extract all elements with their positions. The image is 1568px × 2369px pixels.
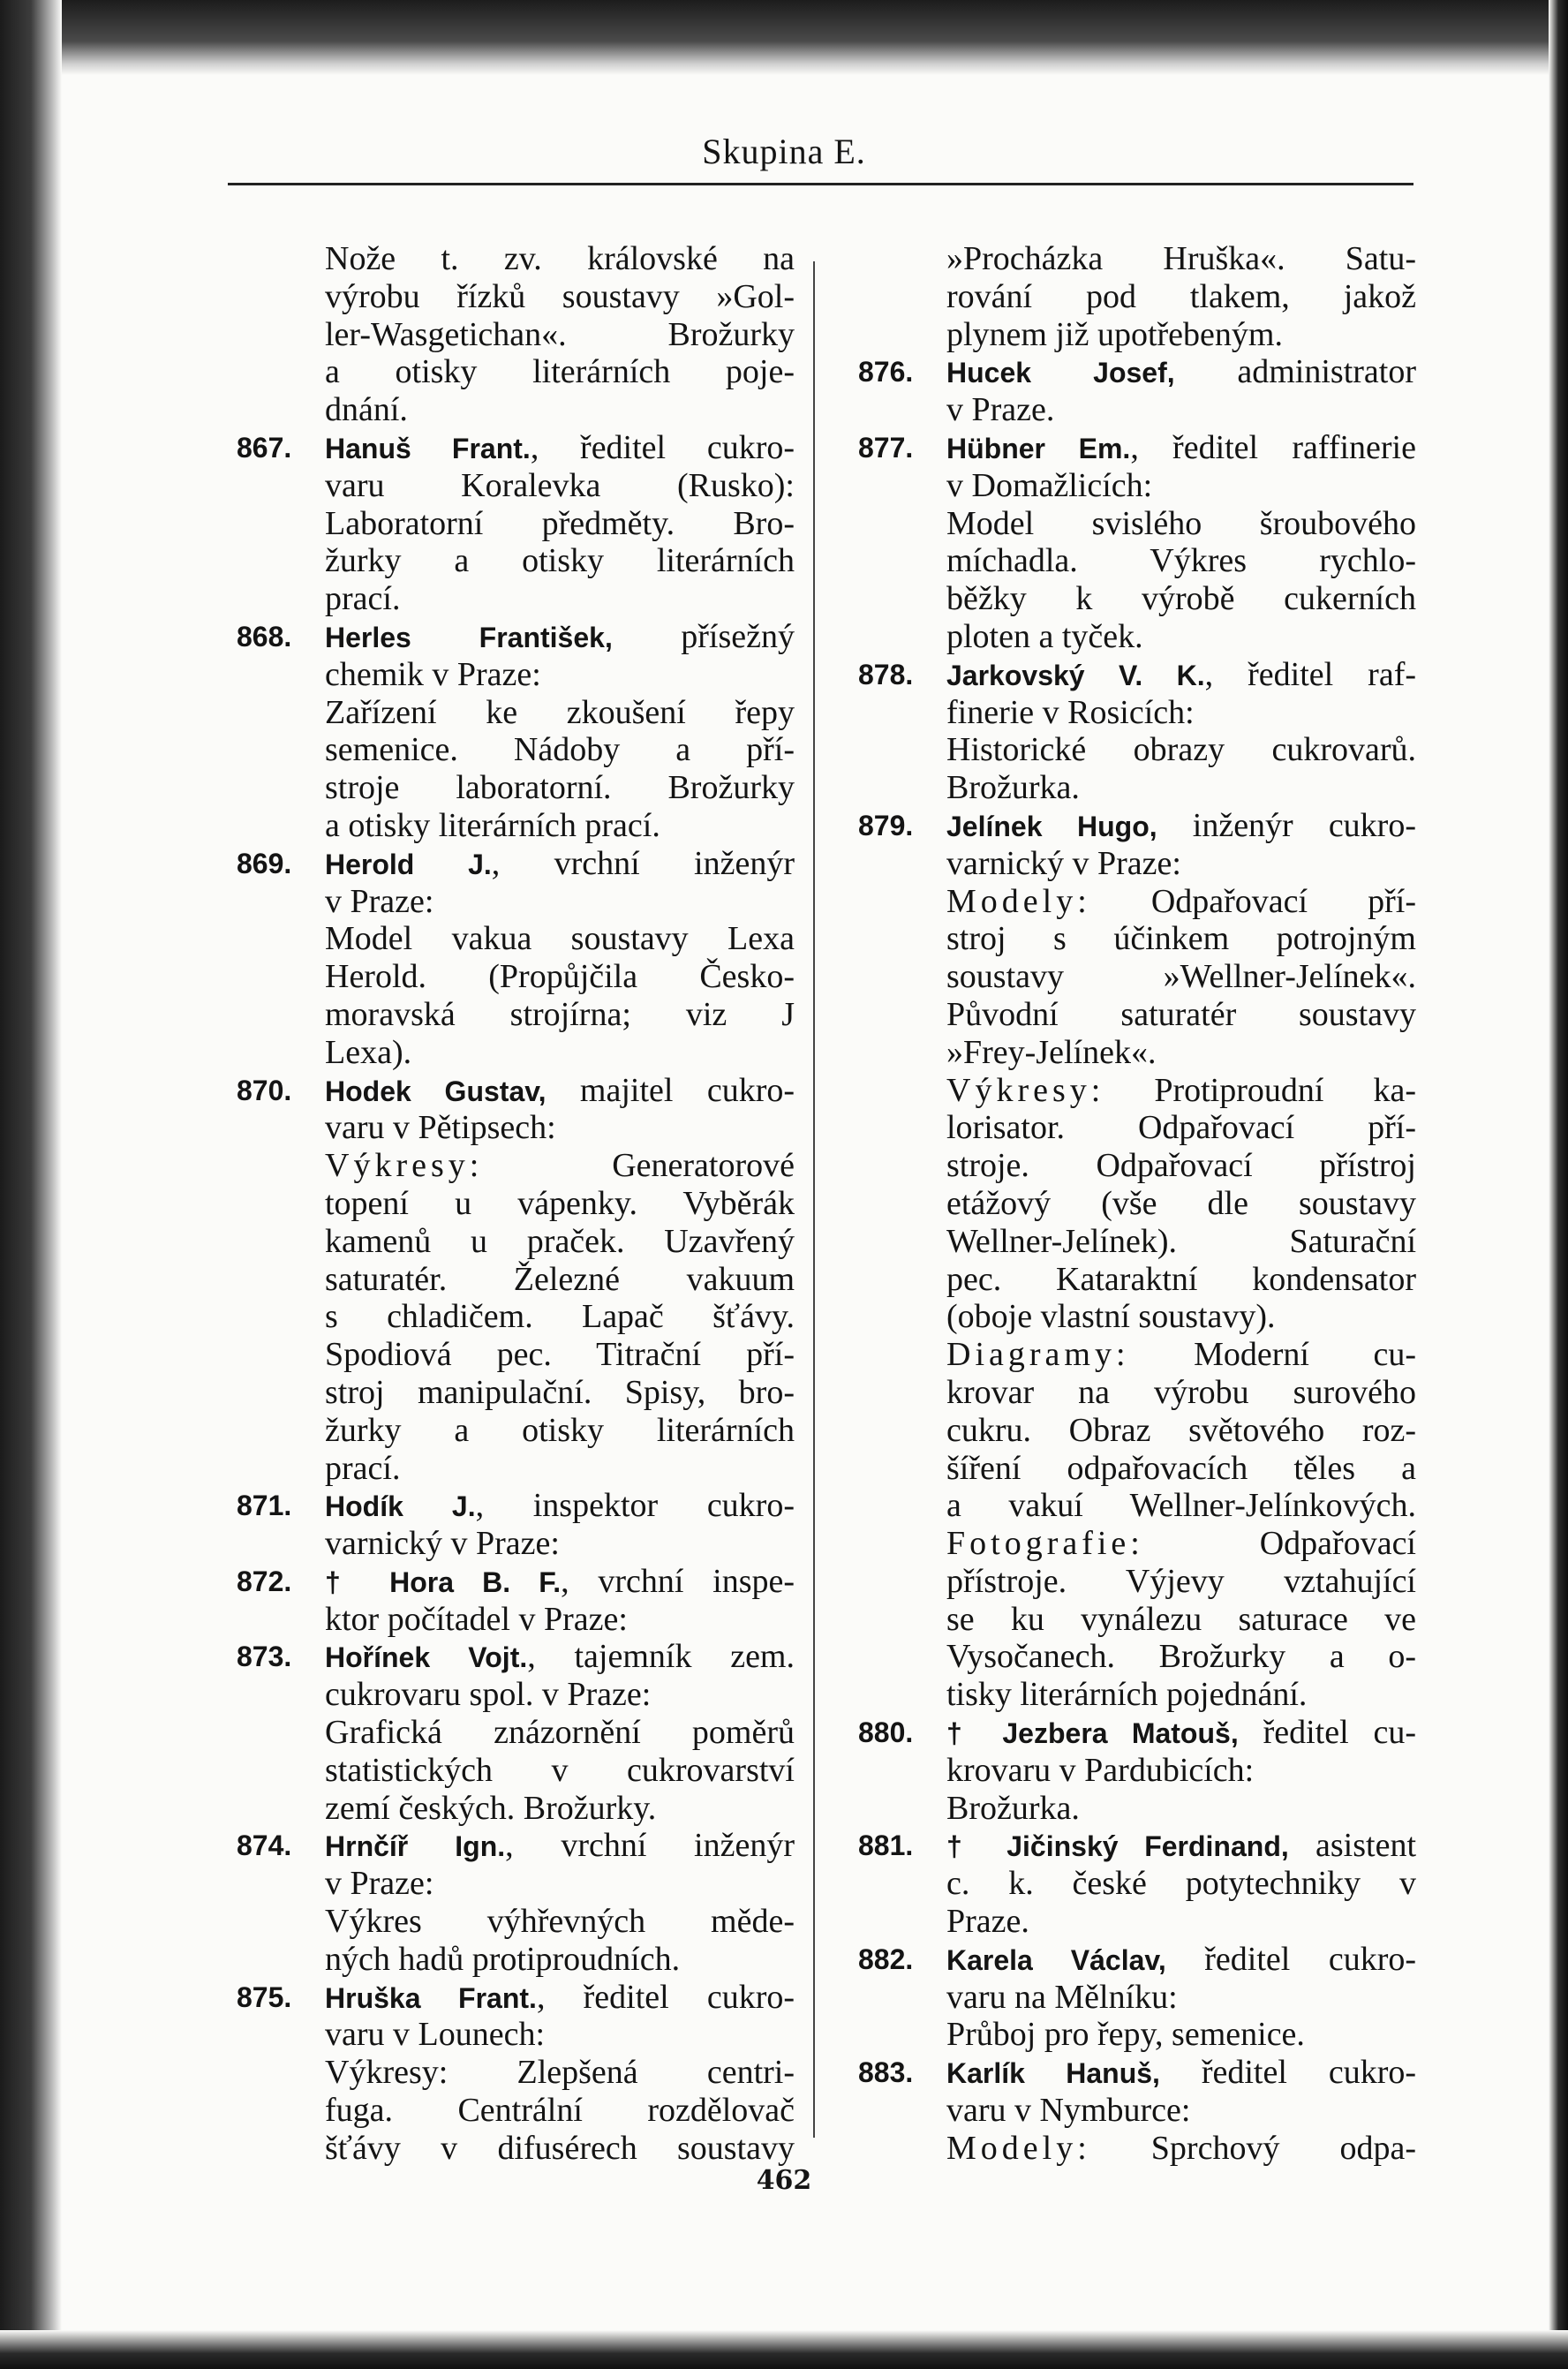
scan-border-right	[1549, 0, 1568, 2369]
line-text: varu v Pětipsech:	[325, 1109, 556, 1147]
text-line	[858, 467, 1416, 505]
line-text: ktor počítadel v Praze:	[325, 1600, 628, 1638]
page-header: Skupina E.	[702, 132, 866, 171]
entry-heading-line	[237, 1563, 795, 1601]
line-text: pec. Kataraktní kondensator	[946, 1260, 1416, 1298]
entry-name: Herles František,	[325, 621, 613, 653]
entry-name: † Jezbera Matouš,	[946, 1717, 1239, 1750]
text-line	[237, 1601, 795, 1639]
line-text: Historické obrazy cukrovarů.	[946, 731, 1416, 769]
line-text: v Praze:	[325, 1865, 434, 1903]
text-line	[237, 1525, 795, 1563]
line-text: Herold. (Propůjčila Česko-	[325, 958, 795, 996]
text-line	[237, 1298, 795, 1336]
text-line	[858, 618, 1416, 656]
text-line	[237, 1941, 795, 1979]
line-text: prací.	[325, 580, 401, 618]
line-text: Wellner-Jelínek). Saturační	[946, 1222, 1416, 1260]
text-line	[858, 316, 1416, 354]
text-line	[237, 467, 795, 505]
section-label: Výkresy:	[946, 1071, 1105, 1109]
line-text: ných hadů protiproudních.	[325, 1940, 681, 1978]
text-line	[237, 505, 795, 543]
line-text: Lexa).	[325, 1033, 412, 1071]
text-line	[858, 1638, 1416, 1676]
entry-number: 873.	[237, 1641, 292, 1673]
line-text: Brožurka.	[946, 1789, 1080, 1827]
entry-name: Hořínek Vojt.	[325, 1641, 528, 1674]
line-text: v Domažlicích:	[946, 466, 1153, 504]
line-text: šíření odpařovacích těles a	[946, 1449, 1416, 1487]
text-line	[237, 694, 795, 732]
text-line	[858, 1109, 1416, 1147]
entry-description: inženýr cukro-	[1157, 806, 1416, 844]
line-text: varu Koralevka (Rusko):	[325, 466, 795, 504]
entry-heading-line	[858, 656, 1416, 694]
text-line	[858, 1450, 1416, 1488]
text-line	[237, 1450, 795, 1488]
line-text: šťávy v difusérech soustavy	[325, 2129, 795, 2167]
line-text: zemí českých. Brožurky.	[325, 1789, 657, 1827]
line-text: moravská strojírna; viz J	[325, 995, 795, 1033]
entry-name: Karela Václav,	[946, 1943, 1166, 1976]
header-rule	[228, 183, 1413, 185]
text-line	[858, 542, 1416, 580]
text-line	[237, 580, 795, 618]
text-line	[237, 2016, 795, 2054]
text-line	[237, 2054, 795, 2092]
entry-name: † Jičinský Ferdinand,	[946, 1830, 1289, 1863]
scan-border-left	[0, 0, 62, 2369]
text-line	[237, 1790, 795, 1828]
line-text: ler-Wasgetichan«. Brožurky	[325, 315, 795, 353]
entry-description: , ředitel raf-	[1204, 655, 1417, 693]
line-text: plynem již upotřebeným.	[946, 315, 1283, 353]
entry-name: Hodík J.	[325, 1490, 476, 1523]
text-line	[858, 958, 1416, 996]
entry-number: 875.	[237, 1980, 292, 2013]
text-line	[858, 1752, 1416, 1790]
text-line	[858, 2130, 1416, 2168]
text-line	[858, 1487, 1416, 1525]
text-line	[858, 1147, 1416, 1185]
line-text: Odpařovací pří-	[1090, 882, 1416, 920]
text-line	[237, 1336, 795, 1374]
line-text: a otisky literárních poje-	[325, 353, 795, 391]
text-line	[237, 391, 795, 429]
line-text: v Praze.	[946, 391, 1055, 429]
column-divider	[813, 261, 815, 2138]
entry-heading-line	[237, 1072, 795, 1110]
line-text: žurky a otisky literárních	[325, 1411, 795, 1449]
text-line	[237, 316, 795, 354]
text-line	[237, 240, 795, 278]
entry-heading-line	[858, 1941, 1416, 1979]
entry-heading-line	[858, 353, 1416, 391]
line-text: Protiproudní ka-	[1104, 1071, 1416, 1109]
entry-number: 869.	[237, 847, 292, 879]
left-column	[237, 240, 795, 2168]
entry-description: ředitel cukro-	[1165, 1940, 1416, 1978]
entry-heading-line	[858, 429, 1416, 467]
line-text: prací.	[325, 1449, 401, 1487]
entry-number: 874.	[237, 1830, 292, 1862]
entry-description: , ředitel raffinerie	[1130, 428, 1416, 466]
entry-description: , vrchní inspe-	[561, 1562, 795, 1600]
entry-number: 878.	[858, 658, 914, 690]
entry-number: 870.	[237, 1074, 292, 1106]
line-text: Vysočanech. Brožurky a o-	[946, 1638, 1416, 1676]
entry-name: Karlík Hanuš,	[946, 2057, 1160, 2090]
line-text: Výkresy: Zlepšená centri-	[325, 2054, 795, 2092]
line-text: ploten a tyček.	[946, 617, 1143, 655]
text-line	[237, 769, 795, 807]
line-text: míchadla. Výkres rychlo-	[946, 542, 1416, 580]
text-line	[858, 1298, 1416, 1336]
text-line	[858, 1676, 1416, 1714]
line-text: varnický v Praze:	[946, 844, 1181, 882]
line-text: výrobu řízků soustavy »Gol-	[325, 277, 795, 315]
entry-name: Herold J.	[325, 848, 492, 880]
entry-number: 877.	[858, 431, 914, 464]
line-text: se ku vynálezu saturace ve	[946, 1600, 1416, 1638]
entry-number: 867.	[237, 431, 292, 464]
page-number: 462	[756, 2165, 812, 2196]
section-label: Modely:	[946, 882, 1091, 920]
line-text: varnický v Praze:	[325, 1525, 560, 1563]
entry-heading-line	[237, 618, 795, 656]
line-text: (oboje vlastní soustavy).	[946, 1298, 1276, 1336]
line-text: Laboratorní předměty. Bro-	[325, 504, 795, 542]
entry-heading-line	[858, 807, 1416, 845]
line-text: »Procházka Hruška«. Satu-	[946, 240, 1416, 277]
entry-heading-line	[858, 2054, 1416, 2092]
text-line	[237, 883, 795, 921]
line-text: c. k. české potytechniky v	[946, 1865, 1416, 1903]
text-line	[858, 1261, 1416, 1299]
text-line	[858, 731, 1416, 769]
text-line	[858, 769, 1416, 807]
entry-heading-line	[237, 1487, 795, 1525]
entry-heading-line	[237, 429, 795, 467]
line-text: lorisator. Odpařovací pří-	[946, 1109, 1416, 1147]
text-line	[858, 2016, 1416, 2054]
line-text: varu v Lounech:	[325, 2016, 546, 2054]
entry-name: Hanuš Frant.	[325, 432, 531, 464]
entry-number: 868.	[237, 620, 292, 653]
entry-name: † Hora B. F.	[325, 1566, 562, 1598]
line-text: krovar na výrobu surového	[946, 1373, 1416, 1411]
entry-description: ředitel cu-	[1238, 1714, 1416, 1752]
text-line	[237, 278, 795, 316]
text-line	[237, 1412, 795, 1450]
section-label: Fotografie:	[946, 1525, 1144, 1563]
text-line	[858, 1865, 1416, 1903]
text-line	[237, 1714, 795, 1752]
line-text: »Frey-Jelínek«.	[946, 1033, 1157, 1071]
text-line	[858, 883, 1416, 921]
line-text: saturatér. Železné vakuum	[325, 1260, 795, 1298]
text-line	[237, 1261, 795, 1299]
section-label: Diagramy:	[946, 1336, 1130, 1374]
line-text: varu v Nymburce:	[946, 2092, 1191, 2130]
line-text: dnání.	[325, 391, 408, 429]
entry-number: 871.	[237, 1490, 292, 1522]
line-text: v Praze:	[325, 882, 434, 920]
entry-name: Hübner Em.	[946, 432, 1131, 464]
text-line	[237, 1752, 795, 1790]
text-line	[237, 1034, 795, 1072]
entry-number: 880.	[858, 1716, 914, 1749]
text-line	[858, 1979, 1416, 2017]
entry-description: ředitel cukro-	[1159, 2054, 1417, 2092]
line-text: chemik v Praze:	[325, 655, 541, 693]
scan-border-bottom	[0, 2330, 1568, 2369]
entry-heading-line	[237, 845, 795, 883]
text-line	[858, 920, 1416, 958]
line-text: cukru. Obraz světového roz-	[946, 1411, 1416, 1449]
text-line	[237, 542, 795, 580]
entry-number: 883.	[858, 2056, 914, 2089]
text-line	[858, 1601, 1416, 1639]
text-line	[237, 2130, 795, 2168]
entry-number: 876.	[858, 356, 914, 389]
text-line	[237, 807, 795, 845]
line-text: Průboj pro řepy, semenice.	[946, 2016, 1305, 2054]
line-text: Grafická znázornění poměrů	[325, 1714, 795, 1752]
text-line	[237, 996, 795, 1034]
entry-description: , ředitel cukro-	[536, 1978, 795, 2016]
line-text: přístroje. Výjevy vztahující	[946, 1562, 1416, 1600]
text-line	[237, 920, 795, 958]
line-text: cukrovaru spol. v Praze:	[325, 1676, 652, 1714]
text-line	[237, 1147, 795, 1185]
text-line	[858, 1412, 1416, 1450]
line-text: s chladičem. Lapač šťávy.	[325, 1298, 795, 1336]
entry-heading-line	[858, 1827, 1416, 1865]
line-text: kamenů u praček. Uzavřený	[325, 1222, 795, 1260]
line-text: Původní saturatér soustavy	[946, 995, 1416, 1033]
line-text: stroje. Odpařovací přístroj	[946, 1147, 1416, 1185]
text-line	[858, 1223, 1416, 1261]
line-text: Výkres výhřevných měde-	[325, 1903, 795, 1941]
text-line	[237, 1903, 795, 1941]
line-text: Nože t. zv. královské na	[325, 240, 795, 277]
entry-name: Jarkovský V. K.	[946, 659, 1205, 691]
entry-name: Hruška Frant.	[325, 1981, 537, 2014]
text-line	[237, 731, 795, 769]
line-text: Model svislého šroubového	[946, 504, 1416, 542]
line-text: semenice. Nádoby a pří-	[325, 731, 795, 769]
text-line	[237, 1185, 795, 1223]
text-line	[858, 1072, 1416, 1110]
entry-heading-line	[858, 1714, 1416, 1752]
entry-description: , vrchní inženýr	[491, 844, 795, 882]
line-text: tisky literárních pojednání.	[946, 1676, 1308, 1714]
line-text: varu na Mělníku:	[946, 1978, 1178, 2016]
text-line	[858, 845, 1416, 883]
entry-heading-line	[237, 1827, 795, 1865]
text-line	[858, 694, 1416, 732]
line-text: Moderní cu-	[1129, 1336, 1416, 1374]
line-text: a otisky literárních prací.	[325, 806, 660, 844]
entry-number: 882.	[858, 1943, 914, 1975]
line-text: stroj s účinkem potrojným	[946, 920, 1416, 958]
line-text: Spodiová pec. Titrační pří-	[325, 1336, 795, 1374]
text-line	[237, 2092, 795, 2130]
line-text: Model vakua soustavy Lexa	[325, 920, 795, 958]
line-text: stroj manipulační. Spisy, bro-	[325, 1373, 795, 1411]
text-line	[237, 1109, 795, 1147]
entry-description: majitel cukro-	[546, 1071, 795, 1109]
section-label: Výkresy:	[325, 1147, 484, 1185]
entry-description: , tajemník zem.	[527, 1638, 795, 1676]
text-line	[858, 1903, 1416, 1941]
entry-number: 879.	[858, 809, 914, 841]
entry-description: přísežný	[612, 617, 795, 655]
entry-name: Jelínek Hugo,	[946, 810, 1157, 842]
line-text: Odpařovací	[1143, 1525, 1416, 1563]
entry-heading-line	[237, 1638, 795, 1676]
text-line	[858, 996, 1416, 1034]
entry-description: asistent	[1288, 1827, 1416, 1865]
line-text: Sprchový odpa-	[1090, 2129, 1416, 2167]
text-line	[858, 1563, 1416, 1601]
text-line	[858, 505, 1416, 543]
text-line	[237, 353, 795, 391]
text-line	[237, 1223, 795, 1261]
section-label: Modely:	[946, 2129, 1091, 2167]
line-text: Brožurka.	[946, 769, 1080, 807]
entry-description: , inspektor cukro-	[475, 1487, 795, 1525]
text-line	[858, 1374, 1416, 1412]
text-line	[858, 240, 1416, 278]
text-line	[858, 1790, 1416, 1828]
text-line	[858, 1185, 1416, 1223]
text-line	[858, 2092, 1416, 2130]
text-line	[858, 1034, 1416, 1072]
entry-name: Hucek Josef,	[946, 357, 1175, 389]
line-text: statistických v cukrovarství	[325, 1751, 795, 1789]
line-text: žurky a otisky literárních	[325, 542, 795, 580]
entry-heading-line	[237, 1979, 795, 2017]
line-text: krovaru v Pardubicích:	[946, 1751, 1255, 1789]
line-text: etážový (vše dle soustavy	[946, 1184, 1416, 1222]
line-text: rování pod tlakem, jakož	[946, 277, 1416, 315]
text-line	[237, 958, 795, 996]
entry-description: administrator	[1174, 353, 1416, 391]
text-line	[237, 1676, 795, 1714]
text-line	[858, 1336, 1416, 1374]
line-text: a vakuí Wellner-Jelínkových.	[946, 1487, 1416, 1525]
text-line	[858, 580, 1416, 618]
entry-number: 881.	[858, 1830, 914, 1862]
scan-border-top	[0, 0, 1568, 75]
line-text: Praze.	[946, 1903, 1029, 1941]
line-text: topení u vápenky. Vyběrák	[325, 1184, 795, 1222]
entry-description: , vrchní inženýr	[505, 1827, 795, 1865]
text-line	[858, 1525, 1416, 1563]
line-text: běžky k výrobě cukerních	[946, 580, 1416, 618]
text-line	[858, 278, 1416, 316]
right-column	[858, 240, 1416, 2168]
line-text: Generatorové	[483, 1147, 795, 1185]
line-text: fuga. Centrální rozdělovač	[325, 2092, 795, 2130]
line-text: soustavy »Wellner-Jelínek«.	[946, 958, 1416, 996]
entry-name: Hodek Gustav,	[325, 1075, 547, 1107]
entry-description: , ředitel cukro-	[530, 428, 795, 466]
entry-number: 872.	[237, 1565, 292, 1597]
entry-name: Hrnčíř Ign.	[325, 1830, 506, 1863]
text-line	[237, 1865, 795, 1903]
text-line	[237, 1374, 795, 1412]
text-line	[858, 391, 1416, 429]
line-text: Zařízení ke zkoušení řepy	[325, 693, 795, 731]
line-text: stroje laboratorní. Brožurky	[325, 769, 795, 807]
text-line	[237, 656, 795, 694]
line-text: finerie v Rosicích:	[946, 693, 1195, 731]
